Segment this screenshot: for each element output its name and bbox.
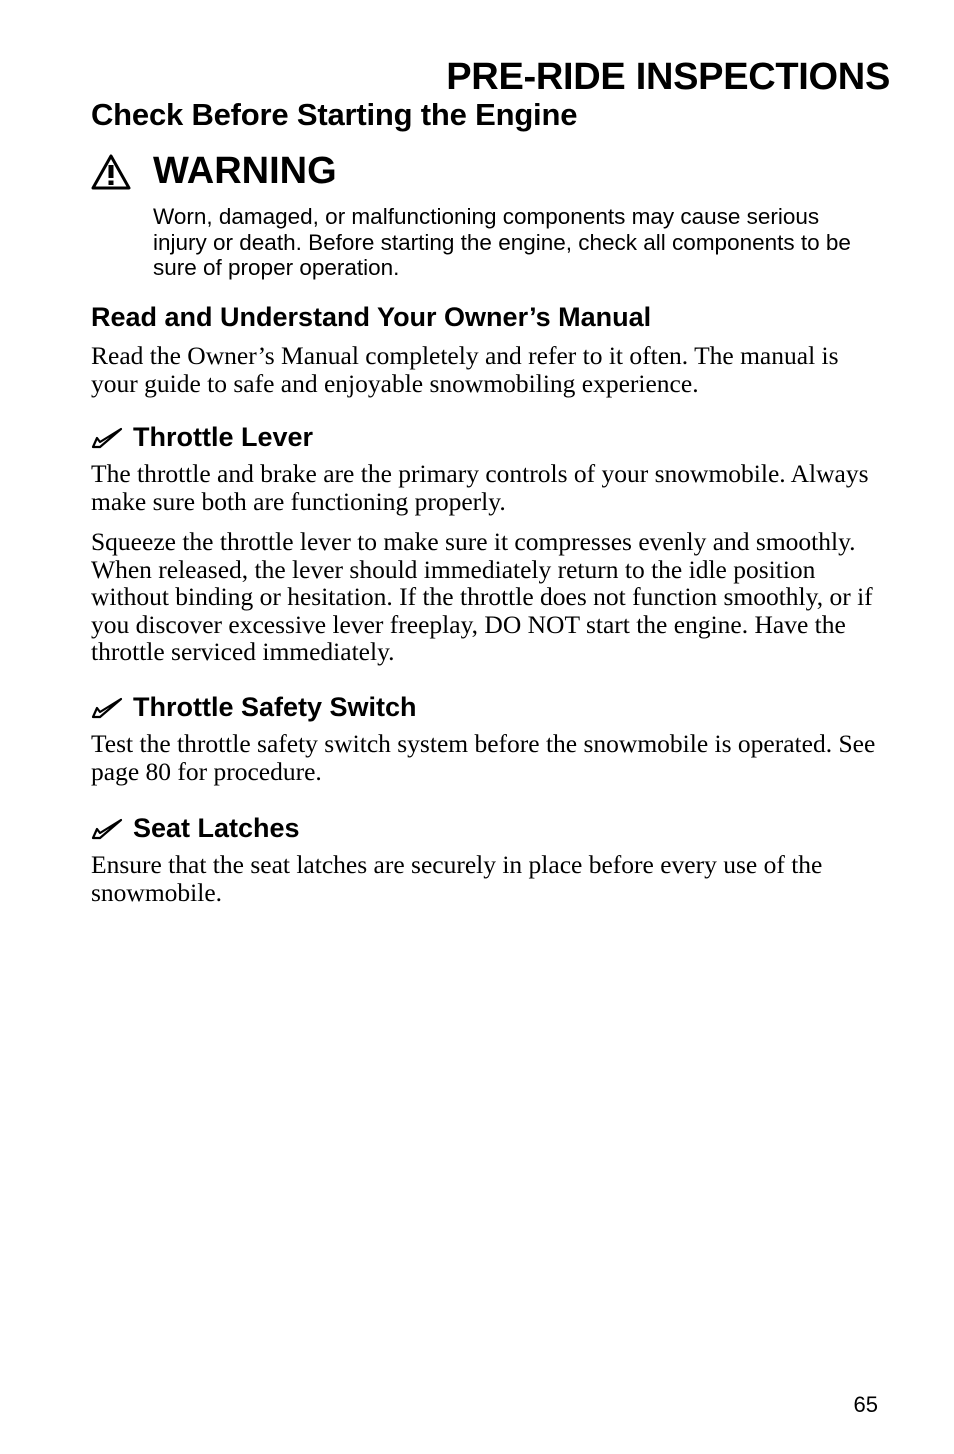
page-title: PRE-RIDE INSPECTIONS: [446, 56, 890, 98]
warning-header: [91, 150, 337, 193]
safety-switch-section: [91, 692, 891, 785]
safety-switch-heading: [91, 692, 891, 723]
throttle-lever-paragraph-2: Squeeze the throttle lever to make sure it compresses evenly and smoothly. When released, the lever should immediately return to the idle position without binding or hesitation. If the throttle does not function smoothly, or if you discover excessive lever freeplay, DO NOT start the engine. Have the throttle serviced immediately.: [91, 527, 873, 666]
throttle-lever-section: [91, 422, 891, 666]
seat-latches-section: [91, 813, 891, 906]
seat-latches-heading: [91, 813, 891, 844]
warning-text: Worn, damaged, or malfunctioning components may cause serious injury or death. Before starting the engine, check all components to be sure of proper operation.: [153, 204, 851, 280]
warning-label: WARNING: [153, 150, 337, 192]
safety-switch-paragraph: Test the throttle safety switch system before the snowmobile is operated. See page 80 for procedure.: [91, 729, 876, 786]
throttle-lever-paragraph-1: The throttle and brake are the primary controls of your snowmobile. Always make sure both are functioning properly.: [91, 459, 869, 516]
checkmark-icon: [91, 427, 123, 449]
manual-section: [91, 302, 891, 397]
section-title: Check Before Starting the Engine: [91, 97, 578, 132]
throttle-lever-title: Throttle Lever: [133, 422, 314, 452]
seat-latches-paragraph: Ensure that the seat latches are securely in place before every use of the snowmobile.: [91, 850, 823, 907]
page-number: 65: [853, 1392, 878, 1417]
manual-heading: Read and Understand Your Owner’s Manual: [91, 302, 652, 332]
checkmark-icon: [91, 818, 123, 840]
safety-switch-title: Throttle Safety Switch: [133, 692, 417, 722]
manual-paragraph: Read the Owner’s Manual completely and refer to it often. The manual is your guide to safe and enjoyable snowmobiling experience.: [91, 341, 839, 398]
checkmark-icon: [91, 697, 123, 719]
seat-latches-title: Seat Latches: [133, 813, 300, 843]
throttle-lever-heading: [91, 422, 891, 453]
warning-triangle-icon: [91, 154, 131, 190]
